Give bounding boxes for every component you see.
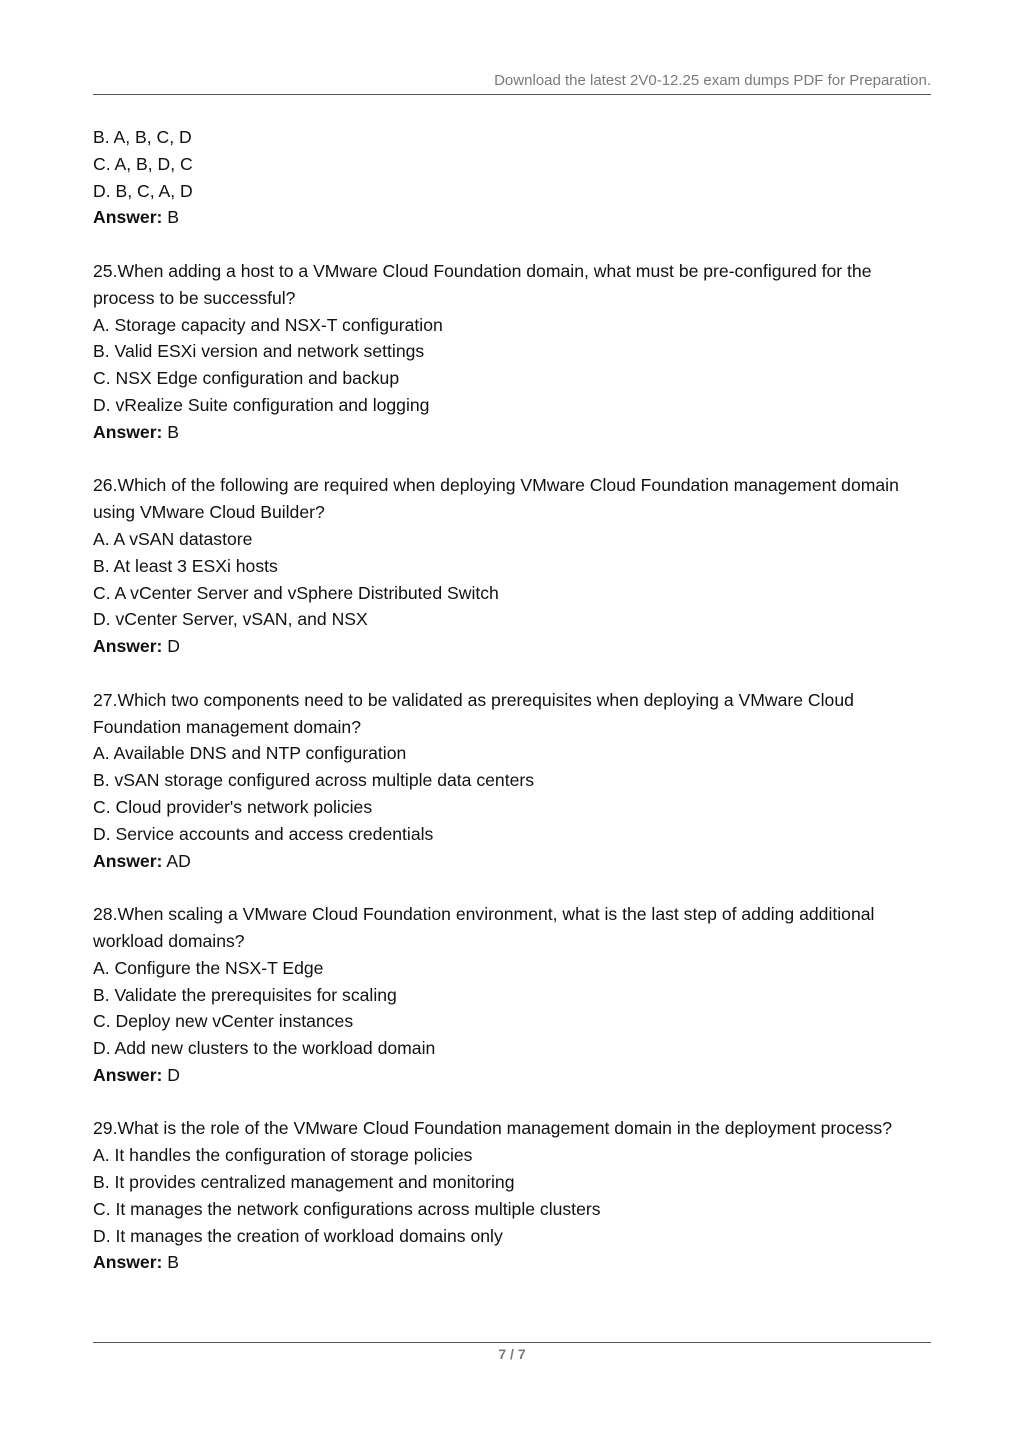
answer-value: AD (162, 850, 191, 871)
question-28 (93, 901, 933, 1089)
option: D. vRealize Suite configuration and logging (93, 394, 430, 415)
option: C. A vCenter Server and vSphere Distributed Switch (93, 582, 499, 603)
answer (93, 419, 933, 446)
answer (93, 848, 933, 875)
question-29 (93, 1115, 933, 1276)
option: B. A, B, C, D (93, 127, 192, 147)
page-content (93, 124, 933, 1276)
option: A. A vSAN datastore (93, 528, 253, 549)
option: C. It manages the network configurations across multiple clusters (93, 1198, 601, 1219)
option: A. It handles the configuration of storage policies (93, 1145, 473, 1166)
answer-value: D (162, 1064, 181, 1085)
spacer (93, 231, 933, 258)
option: B. Valid ESXi version and network settings (93, 341, 425, 362)
answer (93, 633, 933, 660)
question-stem: 26.Which of the following are required when deploying VMware Cloud Foundation management domain (93, 475, 899, 496)
option: C. A, B, D, C (93, 153, 193, 174)
answer-value: B (162, 207, 180, 228)
answer-label: Answer: (93, 1252, 163, 1273)
spacer (93, 1089, 933, 1116)
carryover-question (93, 124, 933, 231)
question-stem: using VMware Cloud Builder? (93, 502, 325, 523)
page-header (93, 71, 931, 95)
option: A. Configure the NSX-T Edge (93, 957, 324, 978)
header-text: Download the latest 2V0-12.25 exam dumps PDF for Preparation. (494, 72, 931, 89)
option: C. Cloud provider's network policies (93, 796, 373, 817)
spacer (93, 446, 933, 473)
question-26 (93, 472, 933, 660)
page-number: 7 / 7 (498, 1346, 526, 1362)
question-stem: 27.Which two components need to be validated as prerequisites when deploying a VMware Cloud (93, 689, 854, 710)
option: A. Storage capacity and NSX-T configuration (93, 314, 443, 335)
spacer (93, 660, 933, 687)
answer (93, 204, 933, 231)
option: D. vCenter Server, vSAN, and NSX (93, 609, 368, 630)
question-stem: process to be successful? (93, 287, 296, 308)
question-stem: 25.When adding a host to a VMware Cloud Foundation domain, what must be pre-configured for the (93, 260, 872, 281)
answer-label: Answer: (93, 421, 163, 442)
answer-value: B (162, 1252, 180, 1273)
option: D. B, C, A, D (93, 180, 193, 201)
page-footer (93, 1342, 931, 1364)
question-stem: Foundation management domain? (93, 716, 361, 737)
option: C. Deploy new vCenter instances (93, 1011, 354, 1032)
question-stem: 28.When scaling a VMware Cloud Foundation environment, what is the last step of adding additional (93, 904, 875, 925)
spacer (93, 874, 933, 901)
option: B. Validate the prerequisites for scaling (93, 984, 397, 1005)
answer (93, 1249, 933, 1276)
option: B. At least 3 ESXi hosts (93, 555, 278, 576)
answer-value: D (162, 636, 181, 657)
question-stem: workload domains? (93, 930, 245, 951)
option: D. Add new clusters to the workload domain (93, 1038, 436, 1059)
answer-value: B (162, 421, 180, 442)
option: B. It provides centralized management and monitoring (93, 1172, 515, 1193)
answer-label: Answer: (93, 207, 163, 228)
option: A. Available DNS and NTP configuration (93, 743, 407, 764)
answer-label: Answer: (93, 1064, 163, 1085)
answer-label: Answer: (93, 850, 163, 871)
answer-label: Answer: (93, 636, 163, 657)
option: D. Service accounts and access credentials (93, 823, 434, 844)
option: D. It manages the creation of workload domains only (93, 1225, 503, 1246)
answer (93, 1062, 933, 1089)
question-25 (93, 258, 933, 446)
question-stem: 29.What is the role of the VMware Cloud Foundation management domain in the deployment process? (93, 1118, 893, 1139)
option: C. NSX Edge configuration and backup (93, 368, 400, 389)
question-27 (93, 687, 933, 875)
option: B. vSAN storage configured across multiple data centers (93, 770, 535, 791)
